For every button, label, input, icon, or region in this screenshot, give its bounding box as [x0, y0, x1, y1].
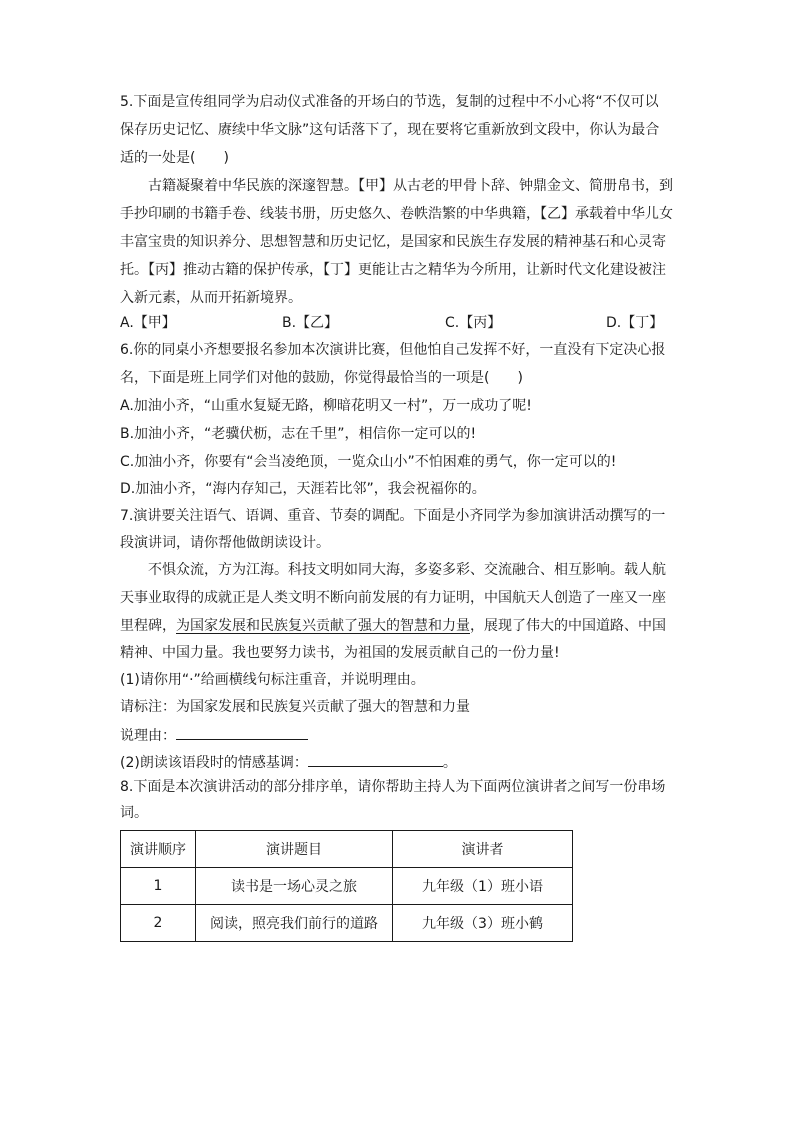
q6-stem-line-1: 6.你的同桌小齐想要报名参加本次演讲比赛，但他怕自己发挥不好，一直没有下定决心报 — [120, 342, 666, 358]
q8-stem-line-2: 词。 — [120, 805, 148, 821]
q7-reason-label: 说理由： — [120, 728, 176, 744]
q7-passage-line-2: 天事业取得的成就正是人类文明不断向前发展的有力证明，中国航天人创造了一座又一座 — [120, 590, 666, 606]
q6-option-c[interactable]: C.加油小齐，你要有“会当凌绝顶，一览众山小”不怕困难的勇气，你一定可以的! — [120, 454, 617, 470]
q7-tone-blank[interactable] — [308, 751, 443, 767]
q5-passage-line-1: 古籍凝聚着中华民族的深邃智慧。【甲】从古老的甲骨卜辞、钟鼎金文、简册帛书，到 — [148, 178, 673, 194]
q7-passage-line-3 — [120, 616, 666, 636]
q5-stem-line-3: 适的一处是( ) — [120, 150, 229, 166]
q7-sub2-label: (2)朗读该语段时的情感基调： — [120, 755, 308, 771]
q5-stem-line-1: 5.下面是宣传组同学为启动仪式准备的开场白的节选，复制的过程中不小心将“不仅可以 — [120, 94, 659, 110]
q5-stem-line-2: 保存历史记忆、赓续中华文脉”这句话落下了，现在要将它重新放到文段中，你认为最合 — [120, 122, 660, 138]
table-cell-title: 阅读，照亮我们前行的道路 — [196, 905, 393, 942]
q7-mark-label: 请标注：为国家发展和民族复兴贡献了强大的智慧和力量 — [120, 699, 470, 715]
q7-sub1: (1)请你用“·”给画横线句标注重音，并说明理由。 — [120, 672, 425, 688]
q5-passage-line-3: 丰富宝贵的知识养分、思想智慧和历史记忆，是国家和民族生存发展的精神基石和心灵寄 — [120, 234, 666, 250]
q5-passage-line-5: 入新元素，从而开拓新境界。 — [120, 290, 302, 306]
q7-reason-blank[interactable] — [176, 724, 308, 740]
table-cell-order: 2 — [121, 905, 196, 942]
q7-passage-line-3-pre: 里程碑， — [120, 618, 176, 634]
q7-stem-line-2: 段演讲词，请你帮他做朗读设计。 — [120, 535, 330, 551]
q6-option-b[interactable]: B.加油小齐，“老骥伏枥，志在千里”，相信你一定可以的! — [120, 426, 477, 442]
table-cell-speaker: 九年级（1）班小语 — [393, 868, 573, 905]
table-cell-order: 1 — [121, 868, 196, 905]
q7-stem-line-1: 7.演讲要关注语气、语调、重音、节奏的调配。下面是小齐同学为参加演讲活动撰写的一 — [120, 508, 666, 524]
table-header-title: 演讲题目 — [196, 831, 393, 868]
q6-option-a[interactable]: A.加油小齐，“山重水复疑无路，柳暗花明又一村”，万一成功了呢! — [120, 398, 532, 414]
q5-option-c[interactable]: C.【丙】 — [445, 315, 502, 331]
q7-underlined-sentence: 为国家发展和民族复兴贡献了强大的智慧和力量 — [176, 618, 470, 634]
q7-passage-line-4: 精神、中国力量。我也要努力读书，为祖国的发展贡献自己的一份力量! — [120, 645, 560, 661]
q7-reason-row — [120, 724, 308, 744]
table-cell-title: 读书是一场心灵之旅 — [196, 868, 393, 905]
q6-option-d[interactable]: D.加油小齐，“海内存知己，天涯若比邻”，我会祝福你的。 — [120, 481, 486, 497]
q7-passage-line-3-post: ，展现了伟大的中国道路、中国 — [470, 618, 666, 634]
table-row — [121, 868, 573, 905]
q7-passage-line-1: 不惧众流，方为江海。科技文明如同大海，多姿多彩、交流融合、相互影响。载人航 — [148, 562, 666, 578]
q5-option-a[interactable]: A.【甲】 — [120, 315, 176, 331]
table-header-speaker: 演讲者 — [393, 831, 573, 868]
q5-option-d[interactable]: D.【丁】 — [606, 315, 664, 331]
q6-stem-line-2: 名，下面是班上同学们对他的鼓励，你觉得最恰当的一项是( ) — [120, 370, 523, 386]
q8-stem-line-1: 8.下面是本次演讲活动的部分排序单，请你帮助主持人为下面两位演讲者之间写一份串场 — [120, 779, 666, 795]
table-row — [121, 905, 573, 942]
q7-sub2-row — [120, 751, 457, 771]
q5-passage-line-4: 托。【丙】推动古籍的保护传承，【丁】更能让古之精华为今所用，让新时代文化建设被注 — [120, 262, 666, 278]
speech-order-table — [120, 830, 573, 942]
table-header-row — [121, 831, 573, 868]
q7-sub2-end: 。 — [442, 755, 457, 771]
q5-passage-line-2: 手抄印刷的书籍手卷、线装书册，历史悠久、卷帙浩繁的中华典籍，【乙】承载着中华儿女 — [120, 206, 673, 222]
table-cell-speaker: 九年级（3）班小鹤 — [393, 905, 573, 942]
table-header-order: 演讲顺序 — [121, 831, 196, 868]
q5-option-b[interactable]: B.【乙】 — [282, 315, 339, 331]
